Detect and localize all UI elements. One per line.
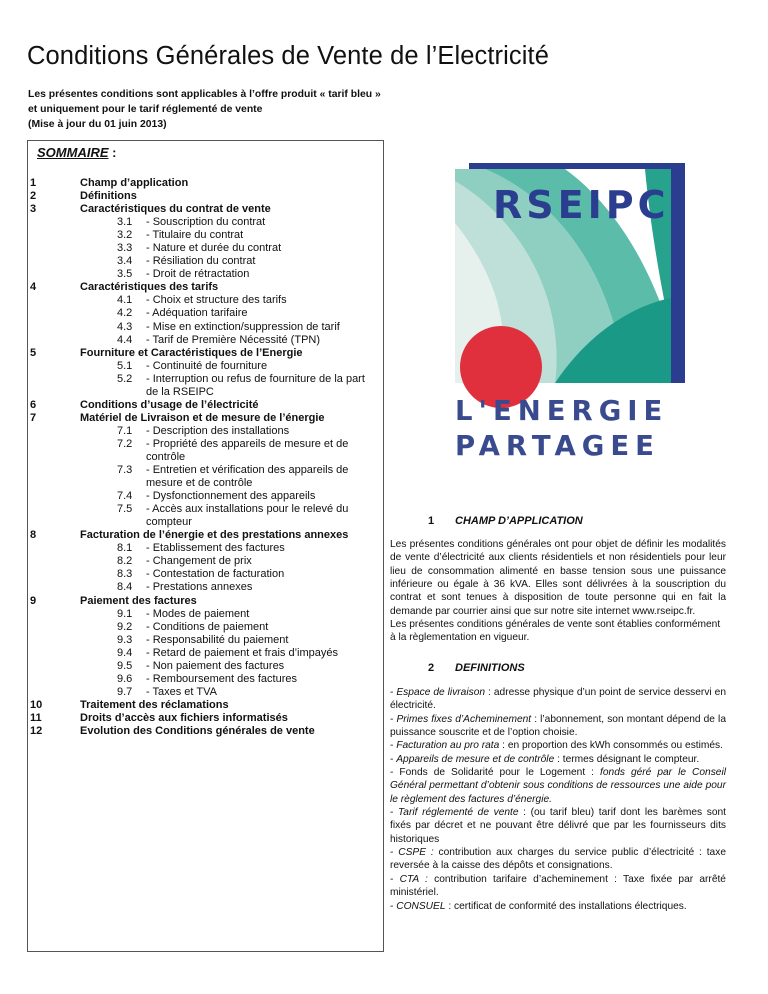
toc-subitem-label: - Entretien et vérification des appareils de mesure et de contrôle (146, 464, 349, 490)
toc-item-number: 12 (30, 724, 43, 737)
definition-text: certificat de conformité des installations électriques. (454, 900, 687, 912)
definition-term: CONSUEL (396, 900, 446, 912)
toc-subitem (28, 555, 383, 568)
toc-subitem (28, 242, 383, 255)
toc-subitem-number: 9.2 (117, 620, 133, 633)
toc-subitem-number: 9.1 (117, 607, 133, 620)
toc-item-number: 3 (30, 203, 37, 216)
toc-subitem-label: - Remboursement des factures (146, 672, 298, 685)
definition-text: en proportion des kWh consommés ou estimés. (507, 740, 723, 752)
toc-item (28, 699, 383, 712)
toc-item (28, 529, 383, 542)
toc-subitem-label: - Souscription du contrat (146, 216, 266, 229)
toc-subitem-number: 9.4 (117, 646, 133, 659)
definition-term: CTA : (399, 873, 428, 885)
toc-list (28, 177, 383, 738)
definition-term: Appareils de mesure et de contrôle (396, 753, 555, 765)
toc-item-number: 9 (30, 594, 37, 607)
intro-line: Les présentes conditions sont applicables à l’offre produit « tarif bleu » (28, 89, 381, 100)
toc-subitem (28, 621, 383, 634)
toc-subitem-label: - Taxes et TVA (146, 685, 217, 698)
definition-item: - Facturation au pro rata : en proportion des kWh consommés ou estimés. (390, 740, 723, 752)
definition-item: - CONSUEL : certificat de conformité des installations électriques. (390, 900, 687, 912)
definition-item: - CTA : contribution tarifaire d’acheminement : Taxe fixée par arrêté ministériel. (390, 873, 726, 899)
definition-separator: : (518, 807, 531, 819)
toc-item-label: Paiement des factures (80, 594, 197, 607)
toc-item (28, 347, 383, 360)
toc-subitem-number: 4.1 (117, 294, 133, 307)
definition-term: Primes fixes d’Acheminement (396, 713, 532, 725)
definition-separator: : (531, 713, 541, 725)
toc-subitem-number: 8.4 (117, 581, 133, 594)
definition-text: termes désignant le compteur. (562, 753, 700, 765)
definition-separator: : (554, 753, 563, 765)
toc-subitem-number: 9.3 (117, 633, 133, 646)
toc-item-label: Droits d’accès aux fichiers informatisés (80, 711, 288, 724)
definition-text: (ou tarif bleu) tarif dont les barèmes sont fixés par décret et ne pouvant être délivré que par les fournisseurs dits historiques (390, 807, 726, 845)
toc-item-label: Fourniture et Caractéristiques de l’Energie (80, 346, 303, 359)
toc-item-label: Champ d’application (80, 177, 189, 189)
intro-block (28, 87, 381, 132)
toc-subitem-label: - Adéquation tarifaire (146, 307, 248, 320)
toc-subitem (28, 334, 383, 347)
toc-subitem-label: - Nature et durée du contrat (146, 242, 282, 255)
definition-item: - CSPE : contribution aux charges du service public d’électricité : taxe reversée à la caisse des dépôts et consignations. (390, 847, 726, 872)
toc-subitem (28, 647, 383, 660)
toc-item (28, 203, 383, 216)
toc-subitem (28, 294, 383, 307)
toc-item-number: 10 (30, 698, 43, 711)
toc-item-label: Caractéristiques des tarifs (80, 281, 219, 294)
toc-item (28, 595, 383, 608)
definition-text: contribution aux charges du service public d’électricité : taxe reversée à la caisse des dépôts et consignations. (390, 847, 726, 872)
toc-subitem (28, 360, 383, 373)
definition-item: - Espace de livraison : adresse physique d’un point de service desservi en électricité. (390, 687, 726, 712)
section-2-heading: 2 DEFINITIONS (428, 662, 525, 674)
toc-subitem (28, 425, 383, 438)
rseipc-logo (455, 163, 685, 463)
toc-subitem (28, 660, 383, 673)
toc-item-number: 4 (30, 281, 37, 294)
toc-subitem-label: - Responsabilité du paiement (146, 633, 289, 646)
toc-item-number: 6 (30, 398, 37, 411)
toc-subitem-number: 8.2 (117, 555, 133, 568)
toc-subitem-number: 9.6 (117, 672, 133, 685)
toc-item (28, 190, 383, 203)
toc-subitem-label: - Prestations annexes (146, 581, 253, 594)
toc-subitem (28, 255, 383, 268)
definition-item: - Fonds de Solidarité pour le Logement : fonds géré par le Conseil Général permettant d’obtenir sous conditions de ressources une aide pour le règlement des factures d’énergie. (390, 767, 726, 805)
toc-subitem-number: 8.1 (117, 542, 133, 555)
toc-item-number: 1 (30, 177, 37, 189)
section-1-body (390, 538, 726, 645)
toc-subitem (28, 321, 383, 334)
toc-subitem-label: - Titulaire du contrat (146, 229, 244, 242)
toc-subitem (28, 307, 383, 320)
toc-subitem (28, 216, 383, 229)
toc-subitem (28, 608, 383, 621)
toc-subitem (28, 268, 383, 281)
intro-line: (Mise à jour du 01 juin 2013) (28, 119, 167, 130)
toc-item-label: Définitions (80, 190, 137, 203)
toc-item-label: Matériel de Livraison et de mesure de l’énergie (80, 411, 325, 424)
toc-subitem (28, 634, 383, 647)
toc-subitem-label: - Propriété des appareils de mesure et de contrôle (146, 437, 349, 463)
toc-subitem (28, 438, 383, 464)
toc-item-label: Traitement des réclamations (80, 698, 229, 711)
toc-subitem-number: 7.5 (117, 503, 133, 516)
toc-subitem (28, 542, 383, 555)
toc-subitem-number: 4.2 (117, 307, 133, 320)
toc-item-number: 7 (30, 411, 37, 424)
toc-subitem (28, 503, 383, 529)
toc-subitem-number: 5.1 (117, 359, 133, 372)
logo-tagline-2: PARTAGEE (455, 430, 660, 462)
intro-line: et uniquement pour le tarif réglementé de vente (28, 104, 263, 115)
toc-item-label: Conditions d’usage de l’électricité (80, 398, 259, 411)
toc-subitem-number: 3.5 (117, 268, 133, 281)
definition-separator: Fonds de Solidarité pour le Logement : (399, 767, 601, 779)
toc-subitem (28, 581, 383, 594)
toc-subitem-number: 3.2 (117, 229, 133, 242)
toc-subitem-number: 5.2 (117, 372, 133, 385)
toc-subitem-number: 3.1 (117, 216, 133, 229)
toc-subitem-label: - Contestation de facturation (146, 568, 285, 581)
definition-text: contribution tarifaire d’acheminement : Taxe fixée par arrêté ministériel. (390, 873, 726, 899)
definition-separator: : (445, 900, 454, 912)
section-1-heading: 1 CHAMP D’APPLICATION (428, 515, 583, 527)
definition-separator: : (485, 687, 494, 698)
toc-subitem-label: - Continuité de fourniture (146, 359, 268, 372)
toc-subitem-label: - Description des installations (146, 424, 290, 437)
definition-item: - Tarif réglementé de vente : (ou tarif bleu) tarif dont les barèmes sont fixés par décret et ne pouvant être délivré que par les fournisseurs dits historiques (390, 807, 726, 845)
definition-text: fonds géré par le Conseil Général permettant d’obtenir sous conditions de ressources une aide pour le règlement des factures d’énergie. (390, 767, 726, 805)
toc-item-label: Caractéristiques du contrat de vente (80, 203, 271, 216)
toc-item-label: Facturation de l’énergie et des prestations annexes (80, 529, 349, 542)
toc-subitem-label: - Mise en extinction/suppression de tarif (146, 320, 340, 333)
toc-item-number: 11 (30, 711, 42, 724)
toc-subitem (28, 373, 383, 399)
toc-subitem-number: 7.4 (117, 490, 133, 503)
definition-term: Facturation au pro rata (396, 740, 500, 752)
toc-subitem-number: 4.3 (117, 320, 133, 333)
toc-subitem-number: 8.3 (117, 568, 133, 581)
toc-subitem-label: - Tarif de Première Nécessité (TPN) (146, 333, 321, 346)
logo-name: RSEIPC (493, 183, 670, 227)
definition-text: l’abonnement, son montant dépend de la puissance souscrite et de l’option choisie. (390, 713, 726, 739)
toc-item (28, 725, 383, 738)
toc-item (28, 399, 383, 412)
toc-subitem (28, 568, 383, 581)
toc-item-number: 5 (30, 346, 37, 359)
toc-subitem-number: 9.5 (117, 659, 133, 672)
definition-item: - Primes fixes d’Acheminement : l’abonnement, son montant dépend de la puissance souscrite et de l’option choisie. (390, 713, 726, 739)
toc-subitem-label: - Choix et structure des tarifs (146, 294, 287, 307)
definition-term: CSPE : (398, 847, 434, 859)
toc-subitem-label: - Dysfonctionnement des appareils (146, 490, 316, 503)
toc-subitem-label: - Interruption ou refus de fourniture de la part de la RSEIPC (146, 372, 365, 398)
toc-item (28, 412, 383, 425)
toc-subitem-label: - Modes de paiement (146, 607, 250, 620)
toc-subitem (28, 464, 383, 490)
definition-separator: : (499, 740, 508, 752)
document-title: Conditions Générales de Vente de l’Electricité (27, 42, 549, 70)
toc-subitem-label: - Conditions de paiement (146, 620, 269, 633)
definition-term: Espace de livraison (396, 687, 486, 698)
section-1-paragraph: Les présentes conditions générales de vente sont établies conformément à la règlementation en vigueur. (390, 619, 721, 644)
toc-item-number: 8 (30, 529, 37, 542)
definition-term: Tarif réglementé de vente (398, 807, 519, 819)
toc-subitem-number: 3.4 (117, 255, 133, 268)
toc-subitem (28, 229, 383, 242)
toc-subitem (28, 490, 383, 503)
toc-subitem-label: - Accès aux installations pour le relevé du compteur (146, 503, 349, 529)
toc-item (28, 281, 383, 294)
definition-item: - Appareils de mesure et de contrôle : termes désignant le compteur. (390, 753, 700, 765)
toc-subitem-number: 3.3 (117, 242, 133, 255)
definitions-list (390, 686, 726, 913)
section-1-paragraph: Les présentes conditions générales ont pour objet de définir les modalités de vente d’électricité aux clients résidentiels et non résidentiels pour leur lieu de consommation alimenté en basse tension sous une puissance inférieure ou égale à 36 kVA. Elles sont délivrées à la souscription du contrat et sont tenues à disposition de toute personne qui en fait la demande par courrier ainsi que sur notre site internet www.rseipc.fr. (390, 539, 726, 617)
toc-subitem-label: - Non paiement des factures (146, 659, 285, 672)
toc-subitem (28, 673, 383, 686)
toc-subitem-label: - Résiliation du contrat (146, 255, 256, 268)
toc-subitem-number: 7.3 (117, 464, 133, 477)
toc-subitem-label: - Droit de rétractation (146, 268, 250, 281)
definition-text: adresse physique d’un point de service desservi en électricité. (390, 687, 726, 712)
toc-subitem-label: - Retard de paiement et frais d’impayés (146, 646, 338, 659)
toc-subitem-label: - Changement de prix (146, 555, 252, 568)
toc-subitem-number: 7.1 (117, 424, 133, 437)
toc-subitem-label: - Etablissement des factures (146, 542, 285, 555)
table-of-contents (27, 140, 384, 952)
toc-subitem (28, 686, 383, 699)
toc-subitem-number: 4.4 (117, 333, 133, 346)
toc-item-number: 2 (30, 190, 37, 203)
toc-subitem-number: 7.2 (117, 437, 133, 450)
toc-item (28, 712, 383, 725)
toc-subitem-number: 9.7 (117, 685, 133, 698)
toc-item-label: Evolution des Conditions générales de vente (80, 724, 315, 737)
logo-tagline-1: L'ENERGIE (455, 395, 669, 427)
toc-heading: SOMMAIRE : (37, 145, 117, 160)
toc-item (28, 177, 383, 190)
